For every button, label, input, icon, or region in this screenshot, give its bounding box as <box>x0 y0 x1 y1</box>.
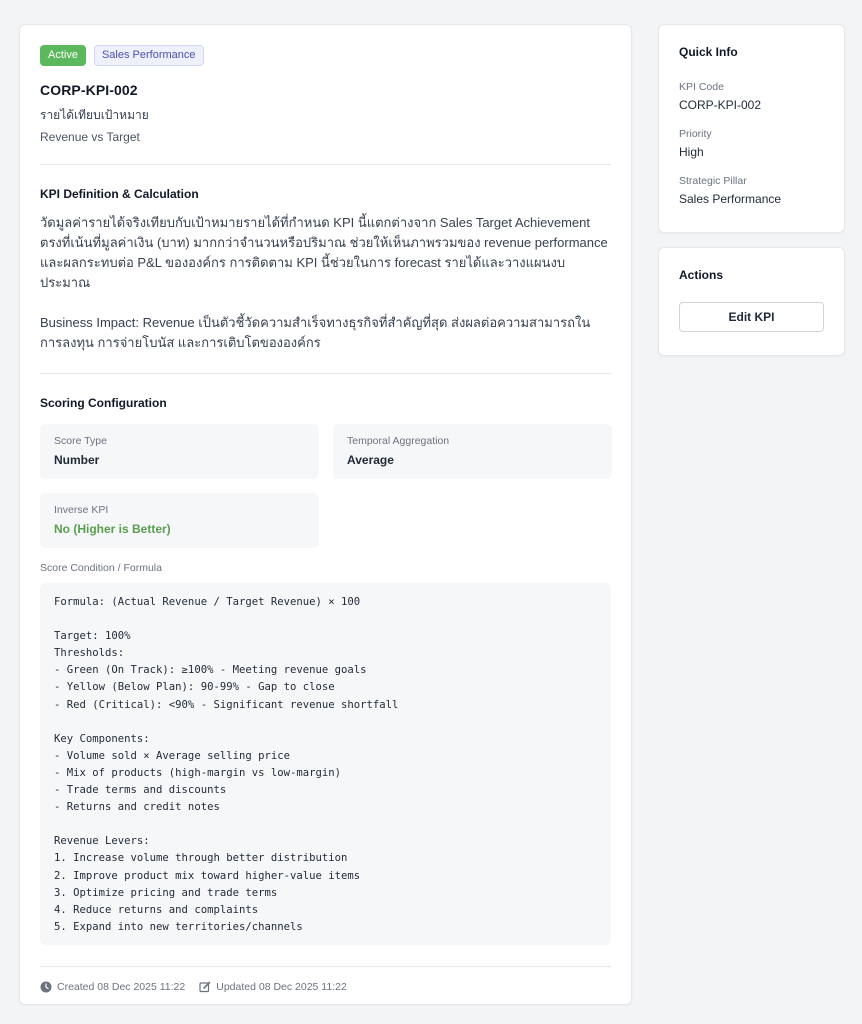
quick-info-card <box>658 24 845 233</box>
inverse-kpi-label: Inverse KPI <box>54 504 109 516</box>
pillar-badge: Sales Performance <box>94 45 204 66</box>
kpi-code-value: CORP-KPI-002 <box>679 98 762 112</box>
scoring-grid <box>40 424 611 548</box>
temporal-aggregation-box <box>333 424 612 479</box>
business-impact-text: Business Impact: Revenue เป็นตัวชี้วัดความสำเร็จทางธุรกิจที่สำคัญที่สุด ส่งผลต่อความสามารถในการลงทุน การจ่ายโบนัส และการเติบโตขององค์กร <box>40 315 591 350</box>
badge-row <box>40 45 611 66</box>
inverse-kpi-box <box>40 493 319 548</box>
timestamps <box>40 981 611 993</box>
updated-timestamp <box>199 981 347 993</box>
edit-icon <box>199 981 211 993</box>
score-type-box <box>40 424 319 479</box>
actions-title: Actions <box>679 268 724 282</box>
status-badge: Active <box>40 45 86 66</box>
temporal-aggregation-label: Temporal Aggregation <box>347 435 450 447</box>
kpi-name-thai: รายได้เทียบเป้าหมาย <box>40 108 149 122</box>
edit-kpi-button[interactable]: Edit KPI <box>679 302 824 332</box>
divider <box>40 164 611 165</box>
strategic-pillar-value: Sales Performance <box>679 192 782 206</box>
created-text: Created 08 Dec 2025 11:22 <box>57 981 186 993</box>
quick-info-title: Quick Info <box>679 45 738 59</box>
divider <box>40 966 611 967</box>
temporal-aggregation-value: Average <box>347 453 394 467</box>
kpi-code-label: KPI Code <box>679 81 724 93</box>
formula-code-block: Formula: (Actual Revenue / Target Revenue) × 100 Target: 100% Thresholds: - Green (On Track): ≥100% - Meeting revenue goals - Yellow (Below Plan): 90-99% - Gap to close - Red (Critical): <90% - Significant revenue shortfall Key Components: - Volume sold × Average selling price - Mix of products (high-margin vs low-margin) - Trade terms and discounts - Returns and credit notes Revenue Levers: 1. Increase volume through better distribution 2. Improve product mix toward higher-value items 3. Optimize pricing and trade terms 4. Reduce returns and complaints 5. Expand into new territories/channels <box>40 583 611 945</box>
score-type-label: Score Type <box>54 435 107 447</box>
definition-text: วัดมูลค่ารายได้จริงเทียบกับเป้าหมายรายได้ที่กำหนด KPI นี้แตกต่างจาก Sales Target Achievement ตรงที่เน้นที่มูลค่าเงิน (บาท) มากกว่าจำนวนหรือปริมาณ ช่วยให้เห็นภาพรวมของ revenue performance และผลกระทบต่อ P&L ขององค์กร การติดตาม KPI นี้ช่วยในการ forecast รายได้และวางแผนงบประมาณ <box>40 215 608 290</box>
priority-label: Priority <box>679 128 712 140</box>
strategic-pillar-label: Strategic Pillar <box>679 175 747 187</box>
kpi-detail-card <box>19 24 632 1005</box>
definition-section-title: KPI Definition & Calculation <box>40 187 199 201</box>
scoring-section-title: Scoring Configuration <box>40 396 167 410</box>
score-type-value: Number <box>54 453 100 467</box>
actions-card <box>658 247 845 356</box>
divider <box>40 373 611 374</box>
formula-label: Score Condition / Formula <box>40 562 162 574</box>
priority-value: High <box>679 145 704 159</box>
kpi-name-english: Revenue vs Target <box>40 130 140 144</box>
inverse-kpi-value: No (Higher is Better) <box>54 522 171 536</box>
updated-text: Updated 08 Dec 2025 11:22 <box>216 981 347 993</box>
page-title: CORP-KPI-002 <box>40 82 138 98</box>
created-timestamp <box>40 981 185 993</box>
clock-icon <box>40 981 52 993</box>
